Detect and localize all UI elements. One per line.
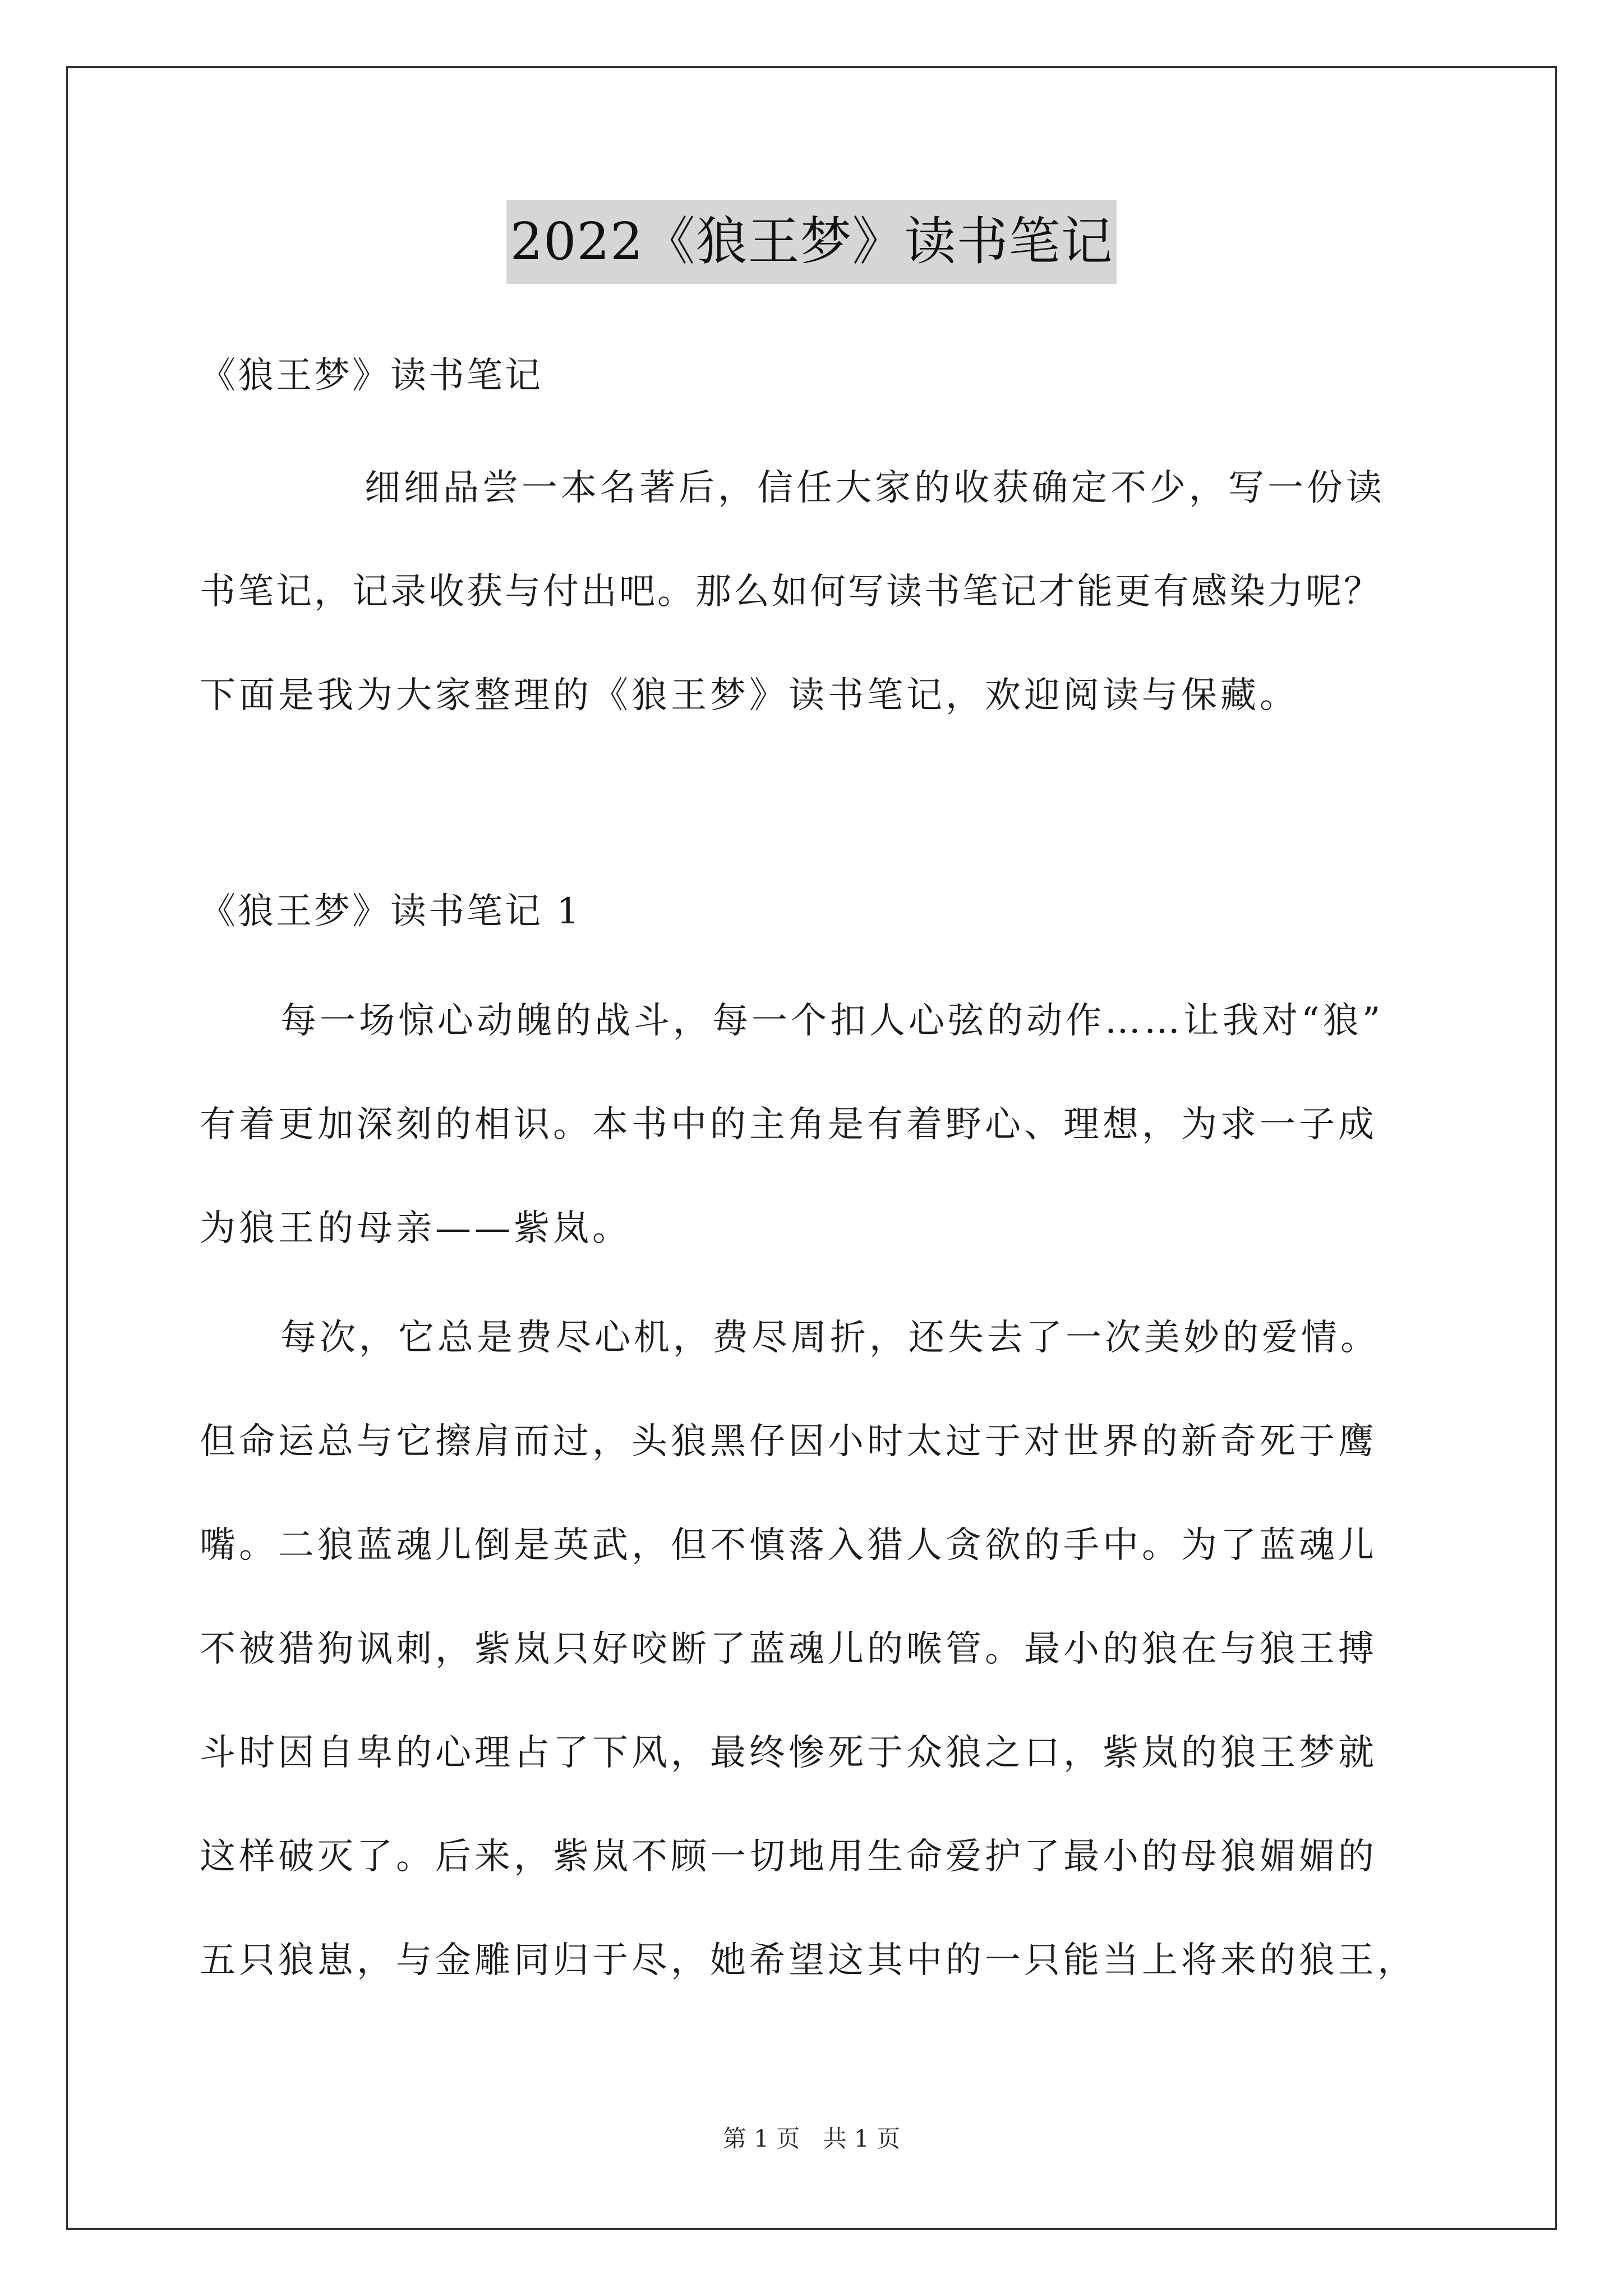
para1-line-2: 有着更加深刻的相识。本书中的主角是有着野心、理想，为求一子成 [200,1104,1377,1145]
para2-line-2: 但命运总与它擦肩而过，头狼黑仔因小时太过于对世界的新奇死于鹰 [200,1421,1377,1462]
para1-line-3: 为狼王的母亲——紫岚。 [200,1208,631,1249]
document-title: 2022《狼王梦》读书笔记 [506,200,1116,284]
page-footer [0,2120,1623,2154]
para2-line-4: 不被猎狗讽刺，紫岚只好咬断了蓝魂儿的喉管。最小的狼在与狼王搏 [200,1628,1377,1670]
para2-line-6: 这样破灭了。后来，紫岚不顾一切地用生命爱护了最小的母狼媚媚的 [200,1836,1377,1878]
para2-line-5: 斗时因自卑的心理占了下风，最终惨死于众狼之口，紫岚的狼王梦就 [200,1732,1377,1774]
section-heading: 《狼王梦》读书笔记 [200,355,543,397]
para2-line-3: 嘴。二狼蓝魂儿倒是英武，但不慎落入猎人贪欲的手中。为了蓝魂儿 [200,1525,1377,1566]
para2-line-1: 每次，它总是费尽心机，费尽周折，还失去了一次美妙的爱情。 [280,1317,1380,1359]
para2-line-7: 五只狼崽，与金雕同归于尽，她希望这其中的一只能当上将来的狼王， [200,1940,1417,1981]
page-total: 共 1 页 [823,2125,901,2152]
intro-line-1: 细细品尝一本名著后，信任大家的收获确定不少，写一份读 [365,467,1385,509]
title-container [0,200,1623,284]
page-number: 第 1 页 [722,2125,800,2152]
note1-heading: 《狼王梦》读书笔记 1 [200,891,582,932]
intro-line-2: 书笔记，记录收获与付出吧。那么如何写读书笔记才能更有感染力呢？ [200,571,1382,613]
para1-line-1: 每一场惊心动魄的战斗，每一个扣人心弦的动作……让我对“狼” [280,1000,1384,1042]
intro-line-3: 下面是我为大家整理的《狼王梦》读书笔记，欢迎阅读与保藏。 [200,675,1299,716]
